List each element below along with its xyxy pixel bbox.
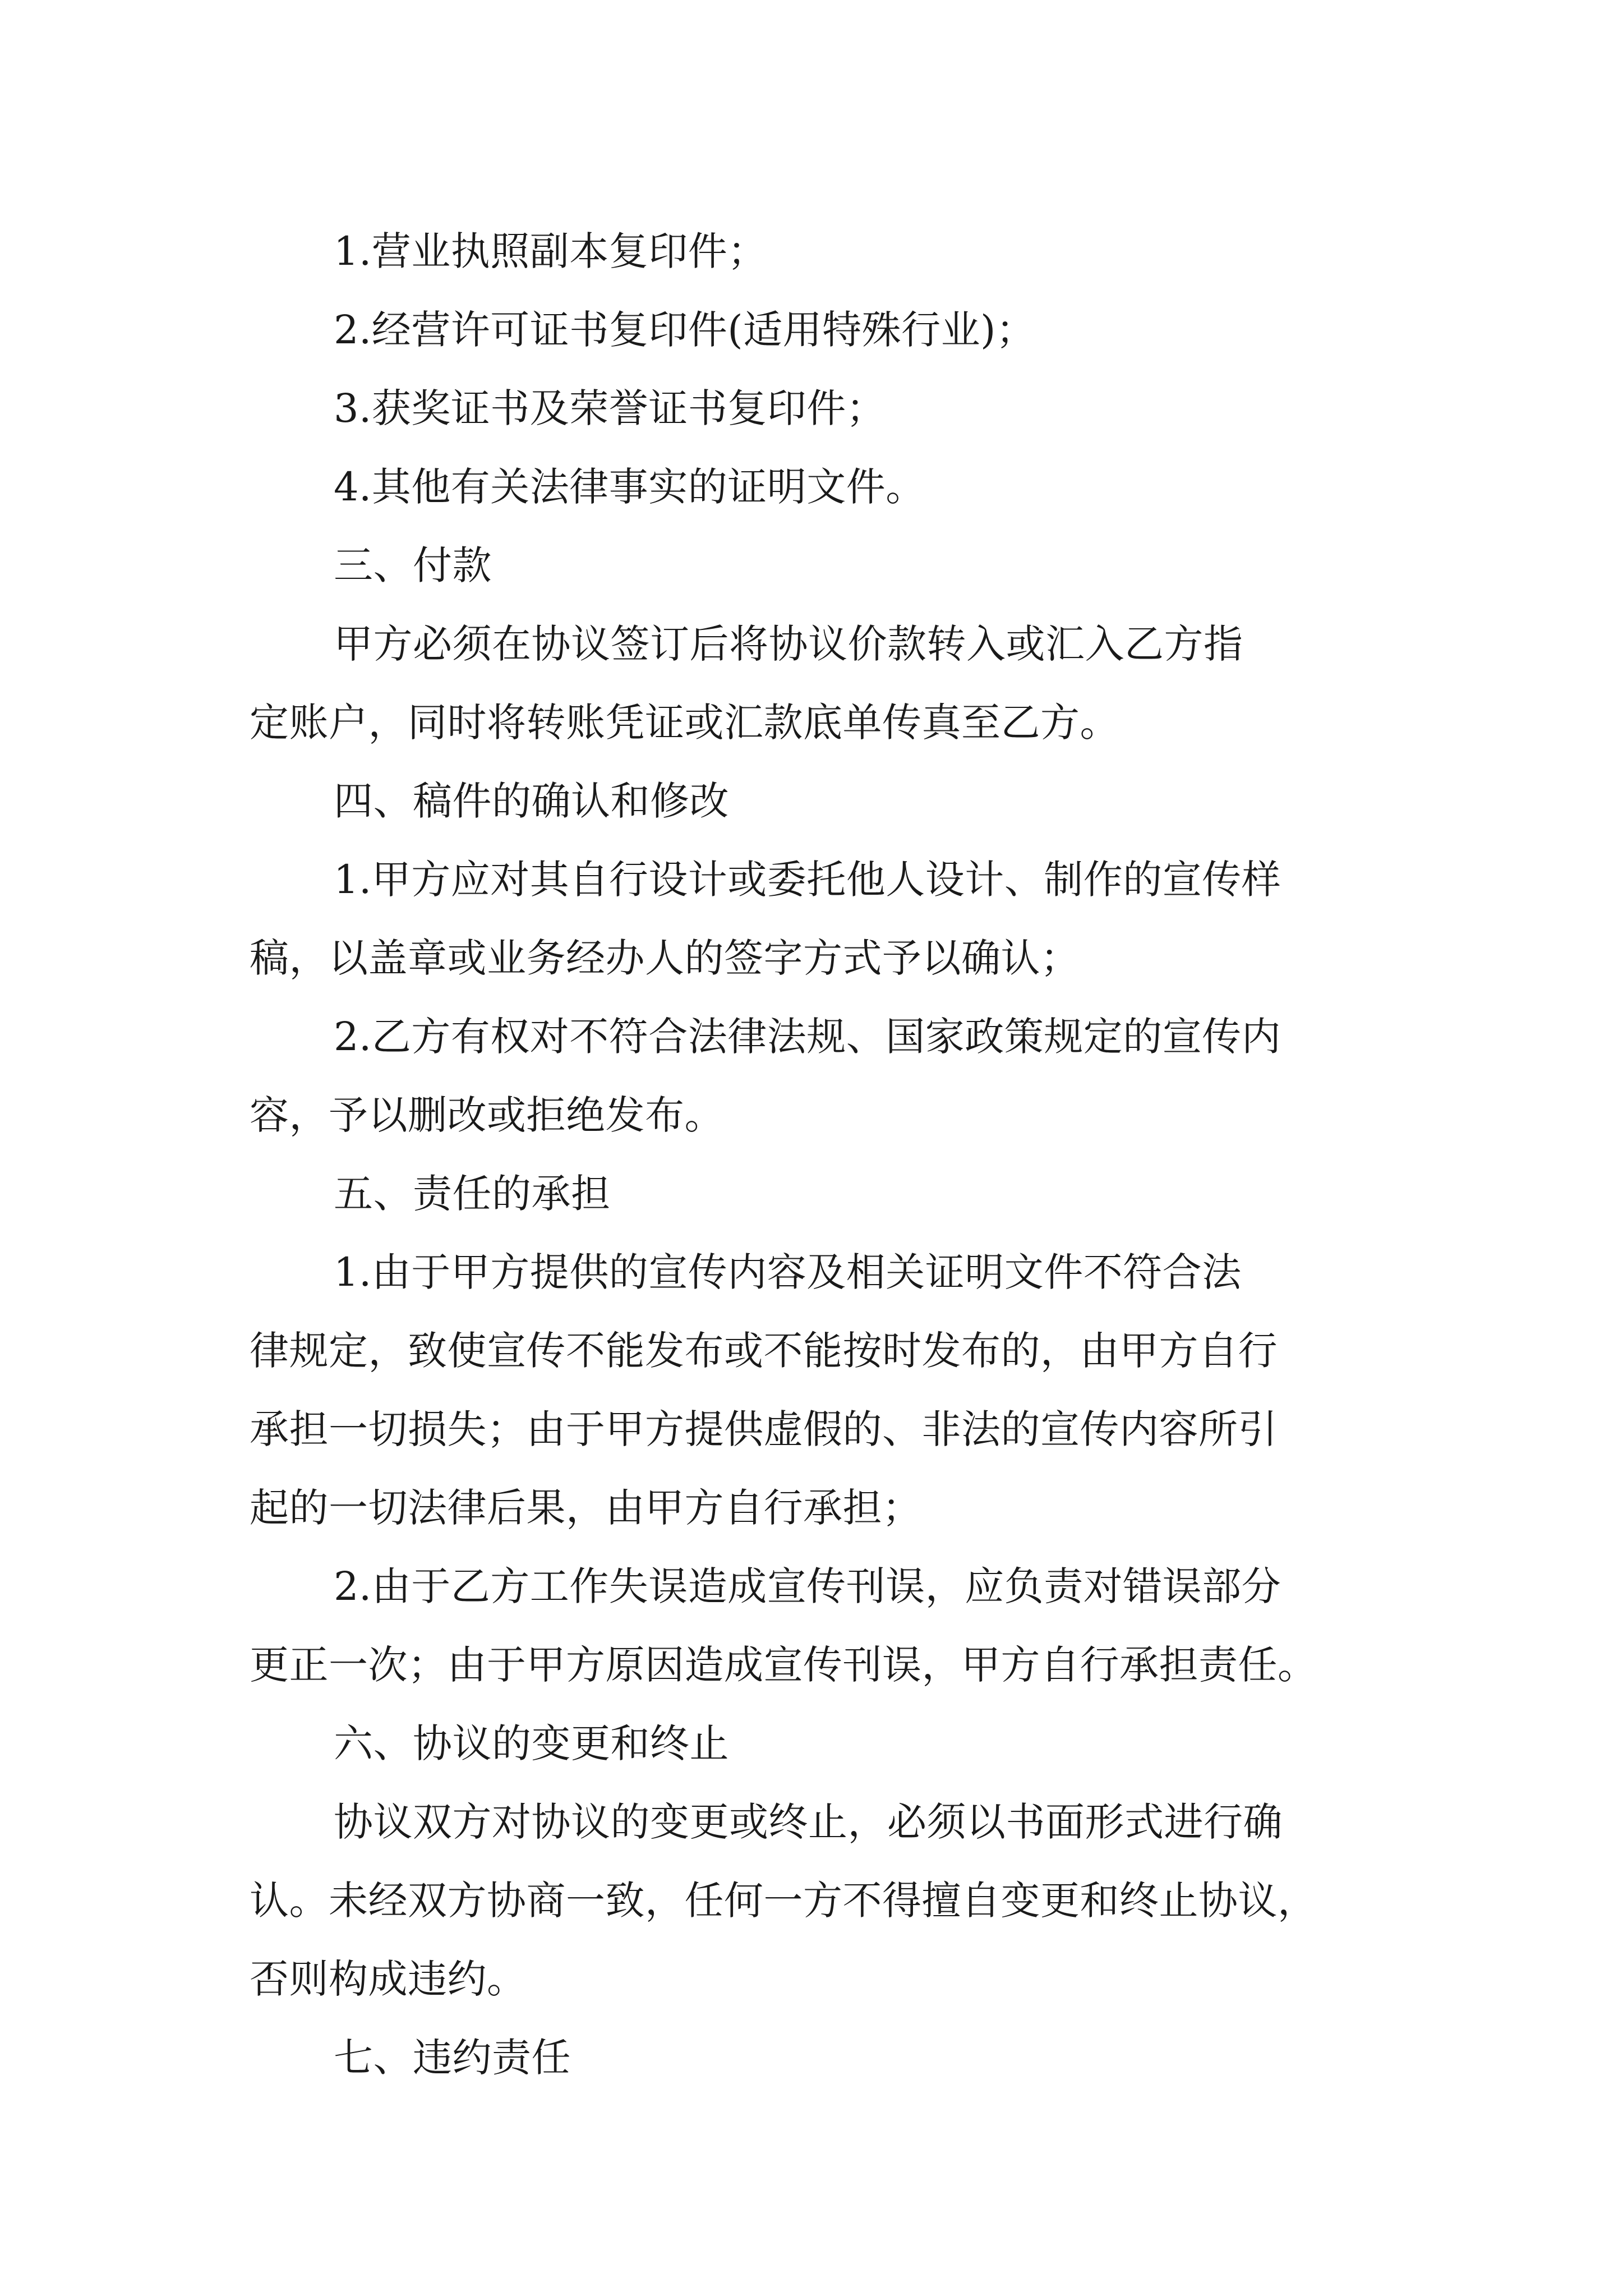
paragraph-line: 稿，以盖章或业务经办人的签字方式予以确认； bbox=[250, 935, 1080, 981]
list-item: 3.获奖证书及荣誉证书复印件； bbox=[334, 385, 886, 431]
section-heading: 六、协议的变更和终止 bbox=[334, 1720, 729, 1766]
list-item: 1.由于甲方提供的宣传内容及相关证明文件不符合法 bbox=[334, 1249, 1242, 1295]
paragraph-line: 定账户，同时将转账凭证或汇款底单传真至乙方。 bbox=[250, 700, 1119, 746]
paragraph-line: 否则构成违约。 bbox=[250, 1956, 527, 2002]
section-heading: 五、责任的承担 bbox=[334, 1171, 611, 1217]
list-item: 4.其他有关法律事实的证明文件。 bbox=[334, 464, 925, 510]
section-heading: 七、违约责任 bbox=[334, 2035, 571, 2081]
paragraph-line: 起的一切法律后果，由甲方自行承担； bbox=[250, 1485, 922, 1531]
paragraph-line: 协议双方对协议的变更或终止，必须以书面形式进行确 bbox=[334, 1799, 1283, 1845]
paragraph-line: 容，予以删改或拒绝发布。 bbox=[250, 1092, 724, 1138]
list-item: 2.由于乙方工作失误造成宣传刊误，应负责对错误部分 bbox=[334, 1563, 1281, 1609]
paragraph-line: 认。未经双方协商一致，任何一方不得擅自变更和终止协议， bbox=[250, 1878, 1317, 1924]
list-item: 2.经营许可证书复印件(适用特殊行业)； bbox=[334, 307, 1036, 353]
document-body bbox=[250, 212, 1388, 2097]
section-heading: 三、付款 bbox=[334, 542, 492, 588]
list-item: 1.营业执照副本复印件； bbox=[334, 228, 767, 274]
paragraph-line: 承担一切损失；由于甲方提供虚假的、非法的宣传内容所引 bbox=[250, 1406, 1278, 1452]
paragraph-line: 更正一次；由于甲方原因造成宣传刊误，甲方自行承担责任。 bbox=[250, 1642, 1317, 1688]
list-item: 2.乙方有权对不符合法律法规、国家政策规定的宣传内 bbox=[334, 1014, 1281, 1060]
paragraph-line: 甲方必须在协议签订后将协议价款转入或汇入乙方指 bbox=[334, 621, 1243, 667]
paragraph-line: 律规定，致使宣传不能发布或不能按时发布的，由甲方自行 bbox=[250, 1328, 1278, 1374]
list-item: 1.甲方应对其自行设计或委托他人设计、制作的宣传样 bbox=[334, 857, 1281, 903]
section-heading: 四、稿件的确认和修改 bbox=[334, 778, 729, 824]
